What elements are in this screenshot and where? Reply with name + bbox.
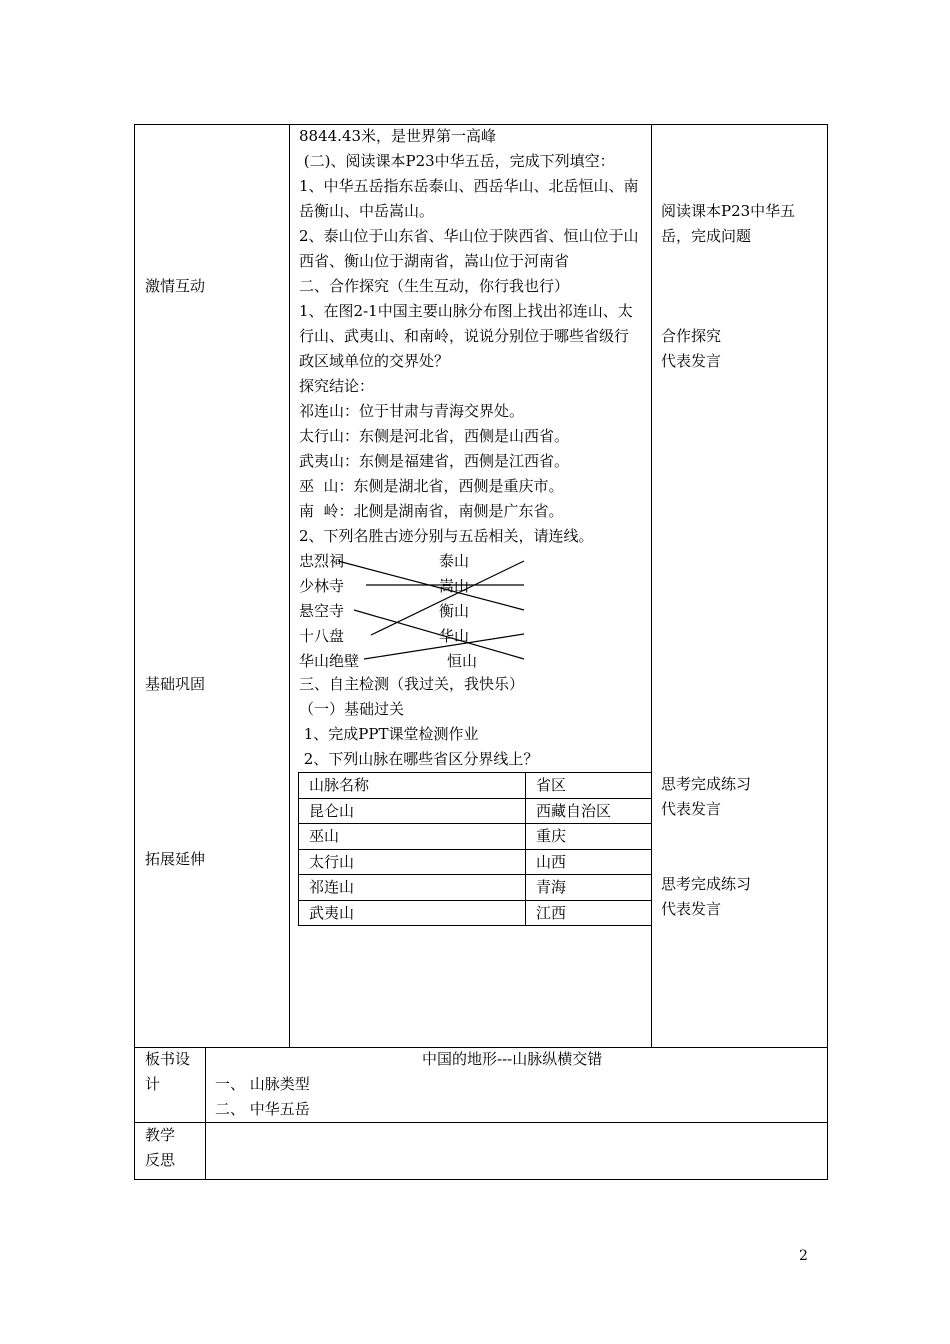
text-line: 西省、衡山位于湖南省，嵩山位于河南省 xyxy=(299,252,570,270)
label-foundation: 基础巩固 xyxy=(145,675,206,693)
note-think: 代表发言 xyxy=(661,900,722,918)
page-number: 2 xyxy=(799,1248,808,1264)
text-line: 武夷山：东侧是福建省，西侧是江西省。 xyxy=(299,452,570,470)
label-extension: 拓展延伸 xyxy=(145,850,206,868)
match-line xyxy=(354,610,524,659)
table-header-cell: 山脉名称 xyxy=(299,773,526,799)
note-read: 阅读课本P23中华五 xyxy=(661,202,796,220)
text-line: 政区域单位的交界处？ xyxy=(299,352,450,370)
match-left-item: 少林寺 xyxy=(299,577,345,595)
text-line: 1、中华五岳指东岳泰山、西岳华山、北岳恒山、南 xyxy=(299,177,639,195)
mountain-table xyxy=(298,772,652,926)
match-line xyxy=(371,561,524,635)
note-think: 思考完成练习 xyxy=(661,775,752,793)
board-item: 一、 山脉类型 xyxy=(215,1075,310,1093)
text-line: (二)、阅读课本P23中华五岳，完成下列填空： xyxy=(299,152,615,170)
text-line: 三、自主检测（我过关，我快乐） xyxy=(299,675,525,693)
match-right-item: 衡山 xyxy=(439,602,470,620)
note-think: 思考完成练习 xyxy=(661,875,752,893)
table-cell: 祁连山 xyxy=(299,875,526,901)
match-left-item: 悬空寺 xyxy=(299,602,345,620)
match-right-item: 嵩山 xyxy=(439,577,470,595)
table-cell: 昆仑山 xyxy=(299,798,526,824)
table-header-row xyxy=(299,773,652,799)
table-cell: 山西 xyxy=(526,849,652,875)
match-left-item: 十八盘 xyxy=(299,627,345,645)
table-cell: 重庆 xyxy=(526,824,652,850)
table-cell: 巫山 xyxy=(299,824,526,850)
table-row xyxy=(299,824,652,850)
match-right-item: 华山 xyxy=(439,627,470,645)
table-row xyxy=(299,875,652,901)
note-coop: 合作探究 xyxy=(661,327,722,345)
match-left-item: 华山绝壁 xyxy=(299,652,360,670)
table-cell: 武夷山 xyxy=(299,900,526,926)
text-line: 二、合作探究（生生互动，你行我也行） xyxy=(299,277,570,295)
note-think: 代表发言 xyxy=(661,800,722,818)
text-line: 2、下列山脉在哪些省区分界线上？ xyxy=(299,750,539,768)
text-line: 行山、武夷山、和南岭，说说分别位于哪些省级行 xyxy=(299,327,630,345)
note-read: 岳，完成问题 xyxy=(661,227,752,245)
board-title: 中国的地形---山脉纵横交错 xyxy=(422,1050,603,1068)
label-interaction: 激情互动 xyxy=(145,277,206,295)
match-right-item: 恒山 xyxy=(447,652,478,670)
reflection-label: 教学 xyxy=(145,1126,176,1144)
board-item: 二、 中华五岳 xyxy=(215,1100,310,1118)
text-line: 南 岭：北侧是湖南省，南侧是广东省。 xyxy=(299,502,564,520)
match-line xyxy=(364,634,524,659)
table-cell: 西藏自治区 xyxy=(526,798,652,824)
text-line: 岳衡山、中岳嵩山。 xyxy=(299,202,435,220)
reflection-label: 反思 xyxy=(145,1151,176,1169)
table-cell: 江西 xyxy=(526,900,652,926)
table-row xyxy=(299,849,652,875)
table-row xyxy=(299,900,652,926)
table-row xyxy=(299,798,652,824)
table-cell: 青海 xyxy=(526,875,652,901)
board-label: 计 xyxy=(145,1075,161,1093)
text-line: 太行山：东侧是河北省，西侧是山西省。 xyxy=(299,427,570,445)
match-right-item: 泰山 xyxy=(439,552,470,570)
note-coop: 代表发言 xyxy=(661,352,722,370)
match-left-item: 忠烈祠 xyxy=(299,552,345,570)
text-line: 巫 山：东侧是湖北省，西侧是重庆市。 xyxy=(299,477,564,495)
table-cell: 太行山 xyxy=(299,849,526,875)
text-line: 8844.43米，是世界第一高峰 xyxy=(299,127,497,145)
text-line: 2、泰山位于山东省、华山位于陕西省、恒山位于山 xyxy=(299,227,639,245)
text-line: （一）基础过关 xyxy=(299,700,405,718)
text-line: 1、在图2-1中国主要山脉分布图上找出祁连山、太 xyxy=(299,302,633,320)
text-line: 1、完成PPT课堂检测作业 xyxy=(299,725,479,743)
text-line: 2、下列名胜古迹分别与五岳相关，请连线。 xyxy=(299,527,594,545)
table-header-cell: 省区 xyxy=(526,773,652,799)
text-line: 祁连山：位于甘肃与青海交界处。 xyxy=(299,402,525,420)
board-label: 板书设 xyxy=(145,1050,191,1068)
text-line: 探究结论： xyxy=(299,377,375,395)
